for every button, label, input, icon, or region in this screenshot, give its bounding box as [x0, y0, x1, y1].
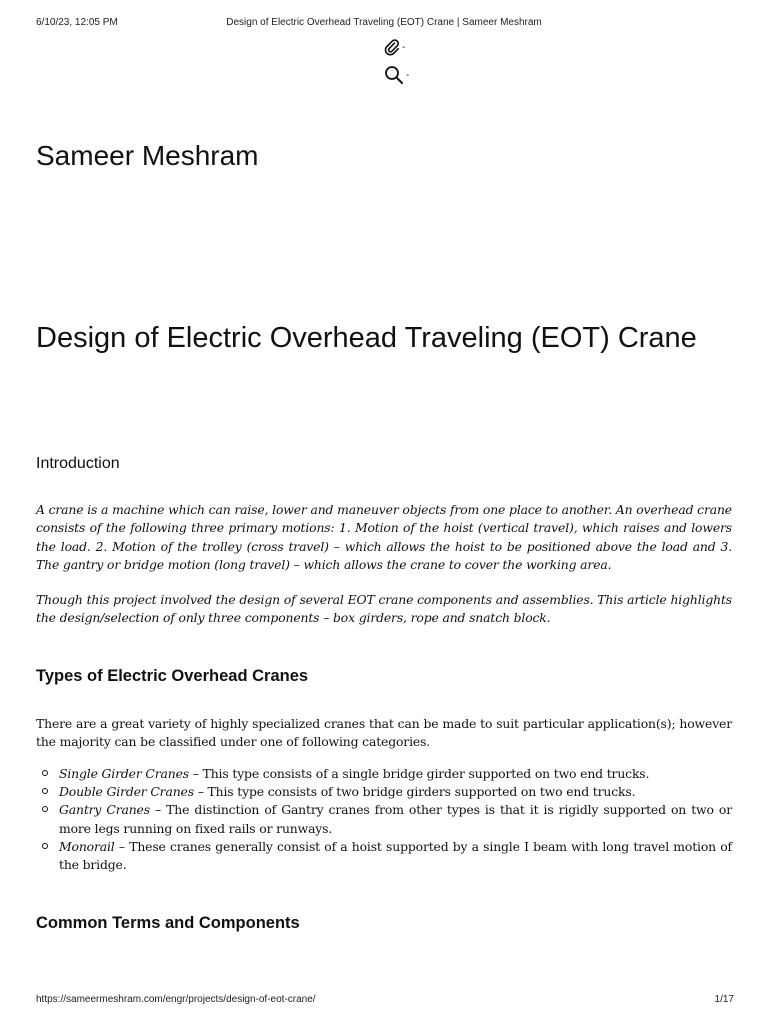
list-item — [36, 801, 732, 837]
bullet-icon — [42, 843, 48, 849]
clip-link-row[interactable] — [384, 38, 405, 56]
crane-type-term: Single Girder Cranes — [59, 766, 189, 781]
crane-type-description: – This type consists of a single bridge girder supported on two end trucks. — [188, 766, 650, 781]
print-page-number: 1/17 — [714, 994, 734, 1005]
crane-types-list — [36, 765, 732, 874]
crane-type-description: – These cranes generally consist of a hoist supported by a single I beam with long travel motion of the bridge. — [59, 838, 732, 873]
paperclip-icon[interactable] — [384, 38, 400, 56]
article-title: Design of Electric Overhead Traveling (EOT) Crane — [36, 322, 697, 354]
types-paragraph: There are a great variety of highly specialized cranes that can be made to suit particular application(s); however the majority can be classified under one of following categories. — [36, 716, 732, 750]
search-label: - — [406, 69, 410, 81]
bullet-icon — [42, 770, 48, 776]
types-heading: Types of Electric Overhead Cranes — [36, 667, 309, 685]
print-page-title: Design of Electric Overhead Traveling (EOT) Crane | Sameer Meshram — [226, 17, 542, 28]
search-link-row[interactable] — [384, 65, 409, 85]
search-icon[interactable] — [384, 65, 404, 85]
crane-type-description: – The distinction of Gantry cranes from other types is that it is rigidly supported on two or more legs running on fixed rails or runways. — [59, 802, 732, 836]
clip-label: - — [402, 41, 406, 53]
list-item — [36, 838, 732, 874]
bullet-icon — [42, 788, 48, 794]
print-date: 6/10/23, 12:05 PM — [36, 17, 118, 28]
list-item — [36, 783, 732, 801]
crane-type-description: – This type consists of two bridge girders supported on two end trucks. — [193, 784, 636, 800]
crane-type-term: Monorail — [59, 838, 115, 854]
site-title[interactable]: Sameer Meshram — [36, 140, 259, 171]
introduction-heading: Introduction — [36, 455, 120, 472]
crane-type-term: Double Girder Cranes — [59, 784, 194, 800]
list-item — [36, 765, 732, 783]
intro-paragraph: A crane is a machine which can raise, lower and maneuver objects from one place to another. An overhead crane consists of the following three primary motions: 1. Motion of the hoist (vertical travel), which raises and lowers the load. 2. Motion of the trolley (cross travel) – which allows the hoist to be positioned above the load and 3. The gantry or bridge motion (long travel) – which allows the crane to cover the working area. — [36, 502, 732, 572]
crane-type-term: Gantry Cranes — [59, 802, 150, 818]
print-footer-url: https://sameermeshram.com/engr/projects/design-of-eot-crane/ — [36, 994, 316, 1005]
bullet-icon — [42, 806, 48, 812]
print-header — [0, 0, 768, 40]
intro-paragraph: Though this project involved the design of several EOT crane components and assemblies. This article highlights the design/selection of only three components – box girders, rope and snatch block. — [36, 592, 732, 626]
terms-heading: Common Terms and Components — [36, 914, 300, 932]
